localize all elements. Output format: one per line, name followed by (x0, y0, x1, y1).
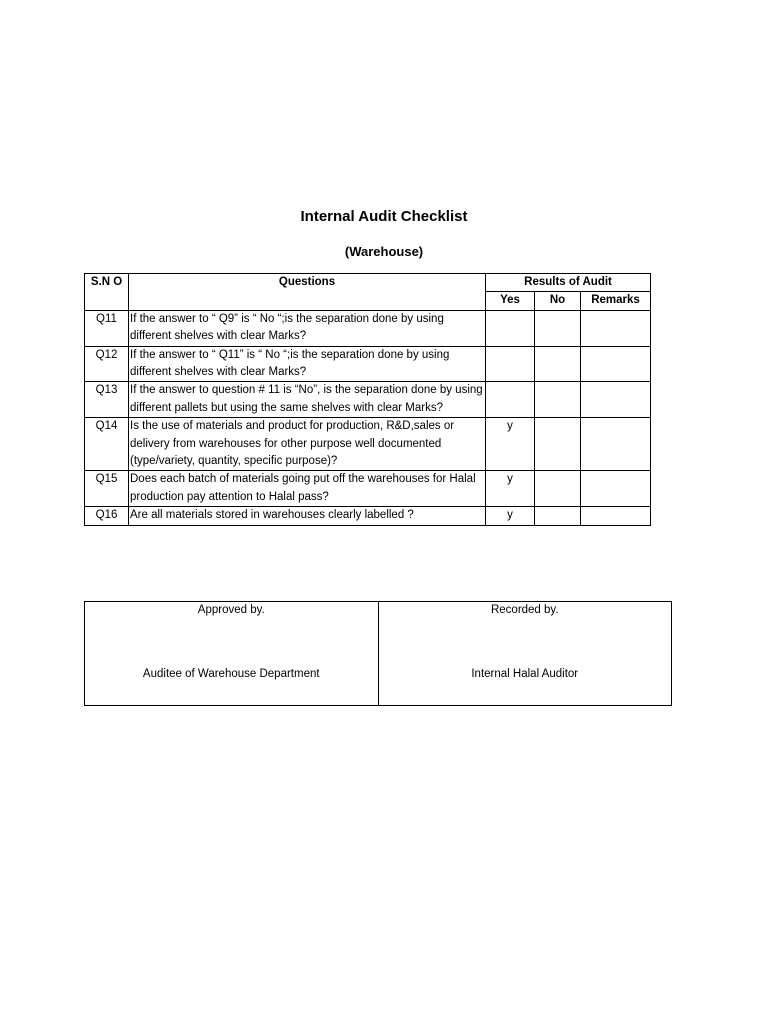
row-remarks (581, 507, 651, 525)
row-remarks (581, 346, 651, 382)
row-question: If the answer to question # 11 is “No”, is the separation done by using different pallets but using the same shelves with clear Marks? (129, 382, 486, 418)
row-no (535, 310, 581, 346)
row-sno: Q14 (85, 418, 129, 471)
document-subtitle: (Warehouse) (344, 244, 424, 259)
approved-by-cell (85, 602, 379, 706)
results-header: Results of Audit (486, 274, 651, 292)
row-yes: y (486, 418, 535, 471)
remarks-header: Remarks (581, 292, 651, 310)
row-no (535, 382, 581, 418)
approval-table (84, 601, 672, 706)
table-row (85, 382, 651, 418)
table-row (85, 471, 651, 507)
row-question: If the answer to “ Q9” is “ No “;is the separation done by using different shelves with clear Marks? (129, 310, 486, 346)
row-yes (486, 346, 535, 382)
row-remarks (581, 382, 651, 418)
row-yes: y (486, 507, 535, 525)
recorded-by-role: Internal Halal Auditor (471, 668, 579, 680)
document-title: Internal Audit Checklist (300, 208, 468, 225)
table-row (85, 346, 651, 382)
row-remarks (581, 310, 651, 346)
row-no (535, 507, 581, 525)
approved-by-label: Approved by. (197, 604, 265, 616)
table-row (85, 507, 651, 525)
row-question: Is the use of materials and product for production, R&D,sales or delivery from warehouses for other purpose well documented (type/variety, quantity, specific purpose)? (129, 418, 486, 471)
approved-by-role: Auditee of Warehouse Department (142, 668, 320, 680)
row-no (535, 471, 581, 507)
header-row (85, 274, 651, 292)
row-sno: Q12 (85, 346, 129, 382)
row-sno: Q16 (85, 507, 129, 525)
row-sno: Q13 (85, 382, 129, 418)
row-yes: y (486, 471, 535, 507)
row-no (535, 418, 581, 471)
row-yes (486, 382, 535, 418)
audit-checklist-table (84, 273, 651, 526)
sno-header: S.N O (85, 274, 129, 311)
table-row (85, 418, 651, 471)
no-header: No (535, 292, 581, 310)
yes-header: Yes (486, 292, 535, 310)
recorded-by-cell (378, 602, 672, 706)
table-row (85, 310, 651, 346)
row-sno: Q11 (85, 310, 129, 346)
row-yes (486, 310, 535, 346)
row-sno: Q15 (85, 471, 129, 507)
row-question: If the answer to “ Q11” is “ No “;is the separation done by using different shelves with clear Marks? (129, 346, 486, 382)
questions-header: Questions (129, 274, 486, 311)
row-remarks (581, 418, 651, 471)
recorded-by-label: Recorded by. (490, 604, 559, 616)
row-no (535, 346, 581, 382)
row-question: Are all materials stored in warehouses clearly labelled ? (129, 507, 486, 525)
row-remarks (581, 471, 651, 507)
row-question: Does each batch of materials going put off the warehouses for Halal production pay attention to Halal pass? (129, 471, 486, 507)
